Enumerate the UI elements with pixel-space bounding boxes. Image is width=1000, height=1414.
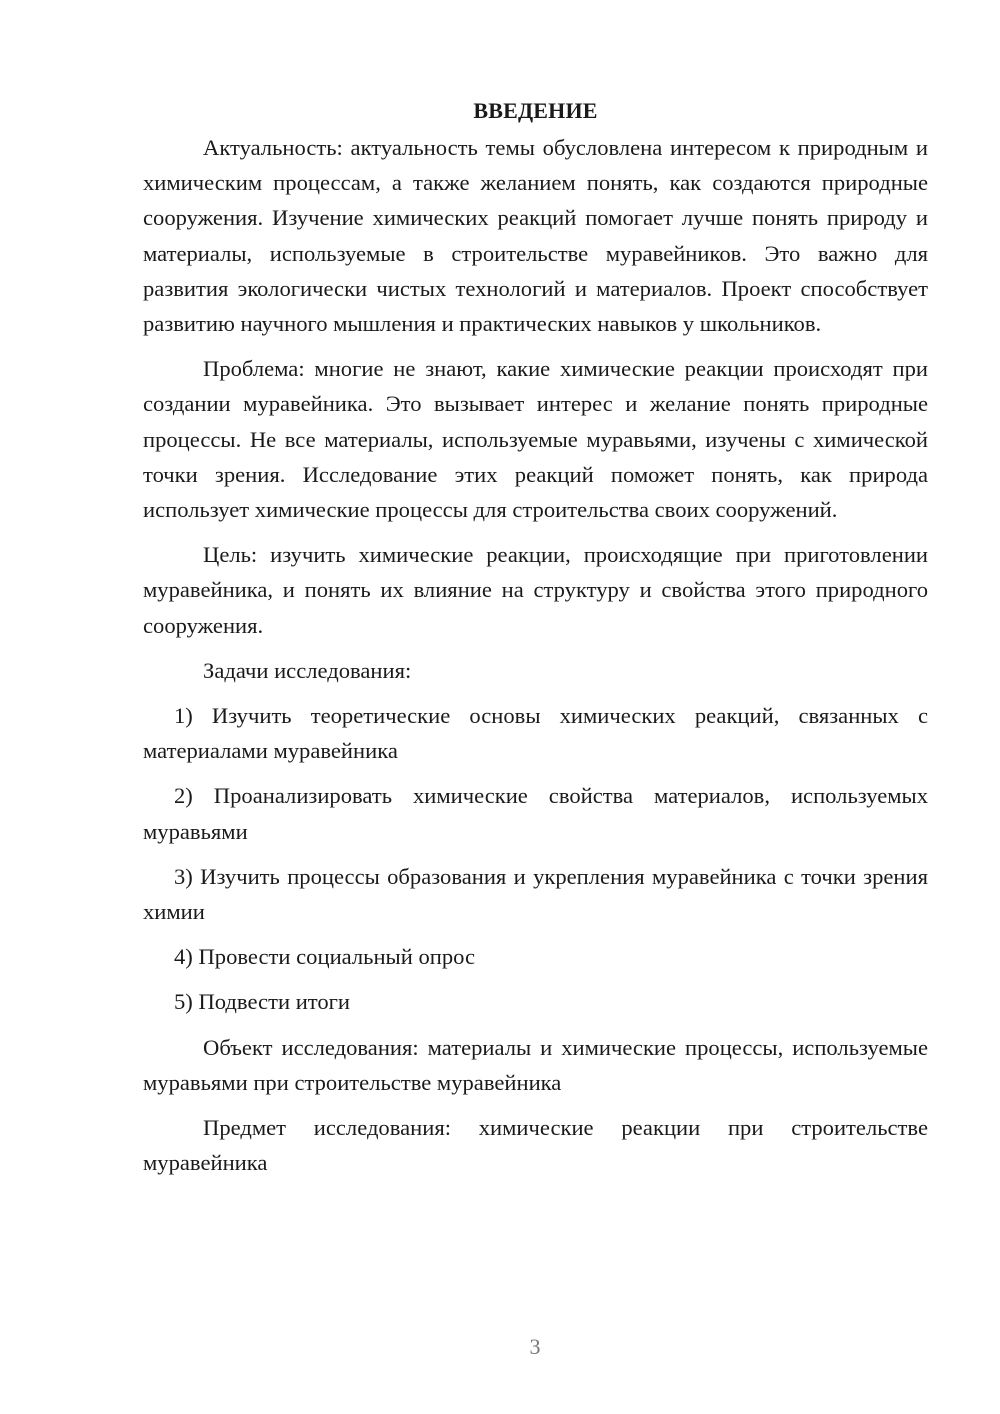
section-heading: ВВЕДЕНИЕ: [473, 98, 598, 123]
task-item: 2) Проанализировать химические свойства материалов, используемых муравьями: [143, 783, 928, 844]
goal-paragraph: Цель: изучить химические реакции, происходящие при приготовлении муравейника, и понять их влияние на структуру и свойства этого природного сооружения.: [143, 542, 928, 638]
research-subject-paragraph: Предмет исследования: химические реакции при строительстве муравейника: [143, 1115, 928, 1176]
task-item: 4) Провести социальный опрос: [174, 944, 476, 970]
research-object-paragraph: Объект исследования: материалы и химические процессы, используемые муравьями при строительстве муравейника: [143, 1034, 928, 1095]
page-number: 3: [529, 1334, 541, 1359]
task-item: 1) Изучить теоретические основы химических реакций, связанных с материалами муравейника: [143, 703, 928, 764]
document-page: [143, 94, 928, 1190]
task-item: 5) Подвести итоги: [174, 989, 351, 1015]
tasks-heading: Задачи исследования:: [203, 657, 412, 683]
task-item: 3) Изучить процессы образования и укрепления муравейника с точки зрения химии: [143, 863, 928, 925]
relevance-paragraph: Актуальность: актуальность темы обусловлена интересом к природным и химическим процессам, а также желанием понять, как создаются природные сооружения. Изучение химических реакций помогает лучше понять природу и материалы, используемые в строительстве муравейников. Это важно для развития экологически чистых технологий и материалов. Проект способствует развитию научного мышления и практических навыков у школьников.: [143, 135, 928, 337]
problem-paragraph: Проблема: многие не знают, какие химические реакции происходят при создании муравейника. Это вызывает интерес и желание понять природные процессы. Не все материалы, используемые муравьями, изучены с химической точки зрения. Исследование этих реакций поможет понять, как природа использует химические процессы для строительства своих сооружений.: [143, 356, 928, 523]
